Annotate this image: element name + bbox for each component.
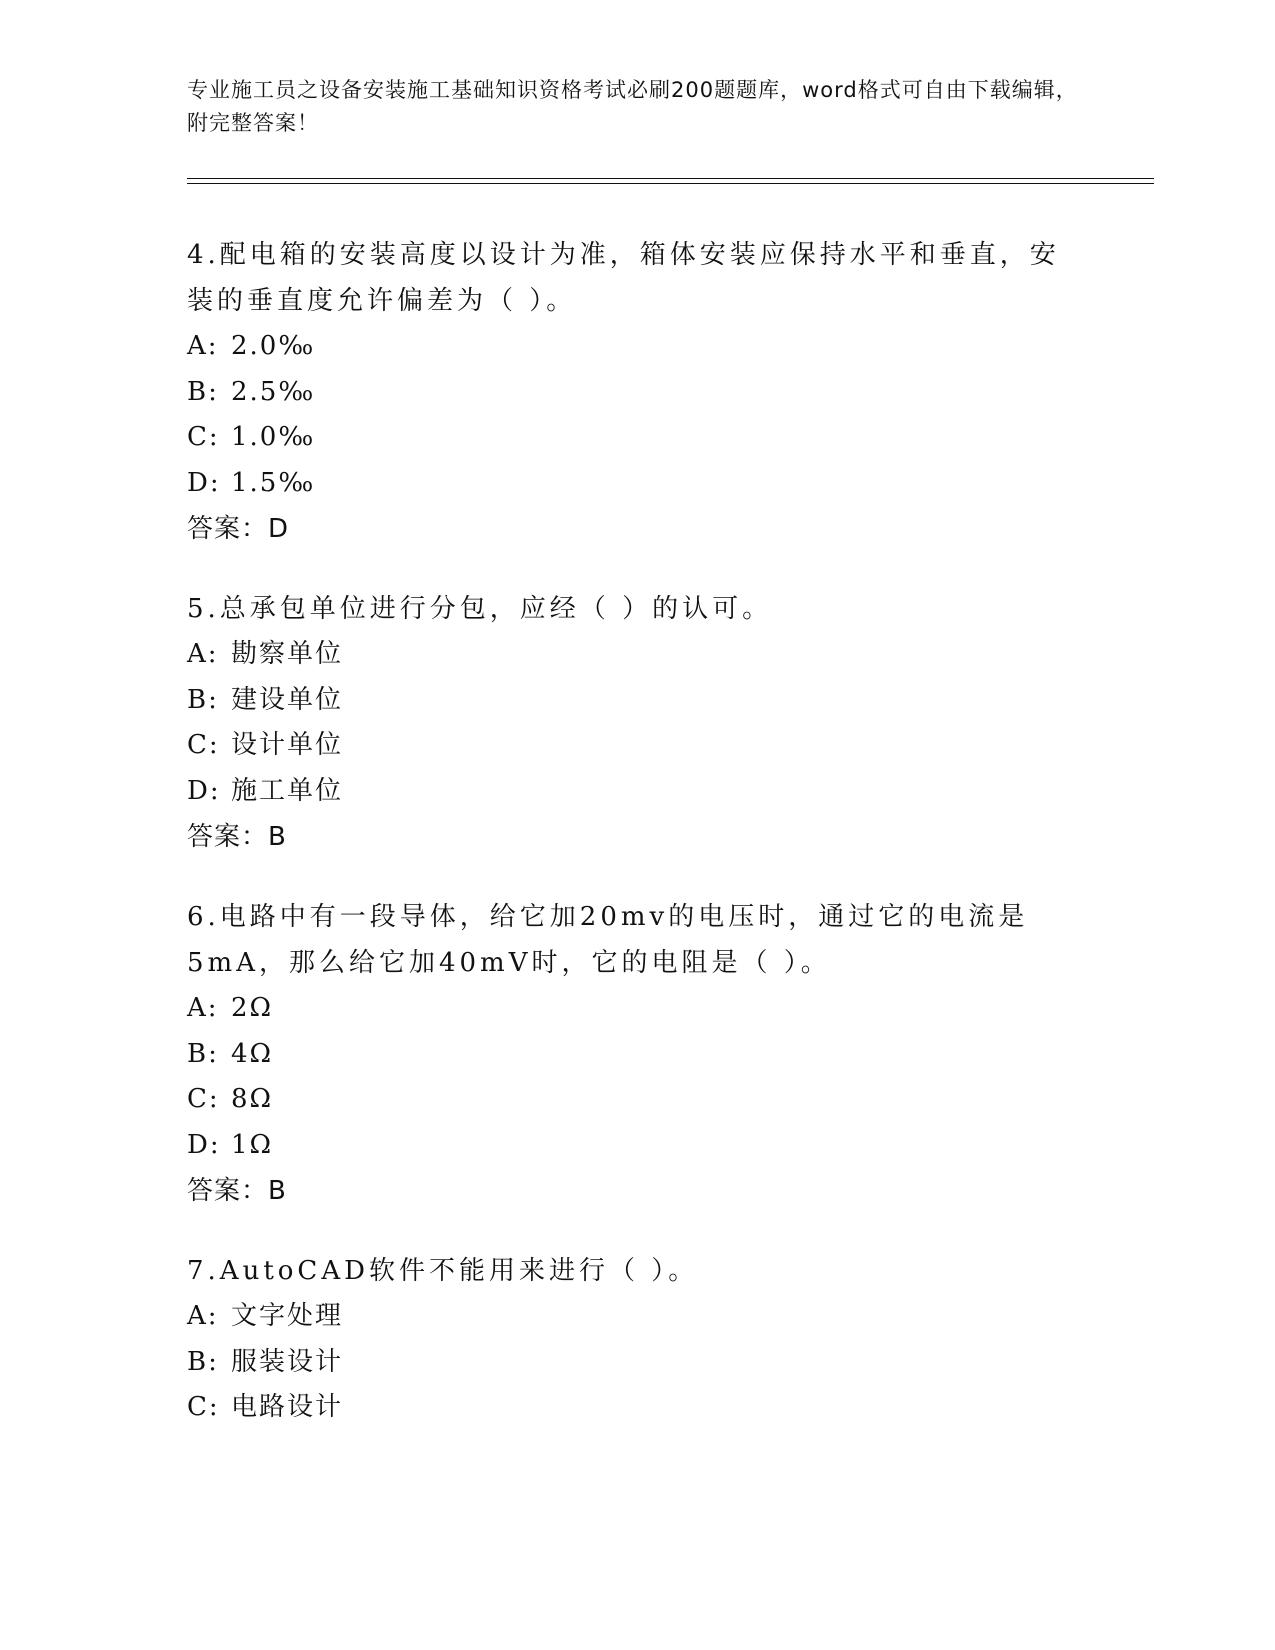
option-text: 2.5‰ bbox=[231, 376, 316, 407]
option-letter: A: bbox=[187, 993, 219, 1023]
option-letter: B: bbox=[187, 376, 219, 407]
option-b bbox=[187, 1340, 1087, 1386]
option-text: 电路设计 bbox=[231, 1392, 344, 1422]
header-rule-bottom bbox=[187, 183, 1154, 184]
option-text: 1.5‰ bbox=[231, 467, 316, 498]
document-header: 专业施工员之设备安装施工基础知识资格考试必刷200题题库，word格式可自由下载编辑，附完整答案！ bbox=[187, 78, 1078, 135]
option-letter: C: bbox=[187, 1392, 220, 1422]
option-c bbox=[187, 1385, 1087, 1431]
option-letter: D: bbox=[187, 1129, 221, 1160]
question-stem: 6.电路中有一段导体，给它加20mv的电压时，通过它的电流是5mA，那么给它加40mV时，它的电阻是（ ）。 bbox=[187, 902, 1029, 978]
option-letter: B: bbox=[187, 684, 219, 715]
answer-line: 答案：D bbox=[187, 514, 290, 544]
option-b bbox=[187, 678, 1087, 724]
option-text: 1.0‰ bbox=[231, 422, 316, 452]
question-item bbox=[187, 586, 1087, 860]
option-letter: D: bbox=[187, 467, 221, 498]
option-letter: C: bbox=[187, 730, 220, 760]
option-c bbox=[187, 415, 1087, 461]
option-text: 4Ω bbox=[231, 1038, 274, 1069]
question-item bbox=[187, 232, 1087, 552]
header-rule-top bbox=[187, 178, 1154, 179]
option-c bbox=[187, 1077, 1087, 1123]
option-letter: B: bbox=[187, 1038, 219, 1069]
option-b bbox=[187, 370, 1087, 416]
option-d bbox=[187, 1123, 1087, 1169]
option-text: 文字处理 bbox=[231, 1301, 344, 1331]
option-letter: D: bbox=[187, 775, 221, 806]
option-letter: C: bbox=[187, 1084, 220, 1114]
option-a bbox=[187, 324, 1087, 370]
question-stem: 5.总承包单位进行分包，应经（ ）的认可。 bbox=[187, 594, 773, 624]
option-text: 2.0‰ bbox=[231, 331, 316, 361]
option-d bbox=[187, 461, 1087, 507]
option-c bbox=[187, 723, 1087, 769]
option-text: 服装设计 bbox=[231, 1346, 344, 1377]
option-text: 设计单位 bbox=[231, 730, 344, 760]
option-letter: B: bbox=[187, 1346, 219, 1377]
option-text: 建设单位 bbox=[231, 684, 344, 715]
question-item bbox=[187, 1248, 1087, 1431]
option-a bbox=[187, 632, 1087, 678]
option-a bbox=[187, 986, 1087, 1032]
answer-line: 答案：B bbox=[187, 822, 287, 852]
option-text: 1Ω bbox=[231, 1129, 274, 1160]
option-a bbox=[187, 1294, 1087, 1340]
question-stem: 7.AutoCAD软件不能用来进行（ ）。 bbox=[187, 1256, 699, 1286]
option-letter: C: bbox=[187, 422, 220, 452]
option-text: 施工单位 bbox=[231, 775, 344, 806]
question-list bbox=[187, 232, 1087, 1465]
question-stem: 4.配电箱的安装高度以设计为准，箱体安装应保持水平和垂直，安装的垂直度允许偏差为（ ）。 bbox=[187, 240, 1060, 316]
answer-line: 答案：B bbox=[187, 1176, 287, 1206]
option-d bbox=[187, 769, 1087, 815]
option-b bbox=[187, 1032, 1087, 1078]
option-letter: A: bbox=[187, 639, 219, 669]
option-text: 8Ω bbox=[231, 1084, 274, 1114]
option-letter: A: bbox=[187, 1301, 219, 1331]
question-item bbox=[187, 894, 1087, 1214]
option-text: 2Ω bbox=[231, 993, 274, 1023]
option-text: 勘察单位 bbox=[231, 639, 344, 669]
option-letter: A: bbox=[187, 331, 219, 361]
